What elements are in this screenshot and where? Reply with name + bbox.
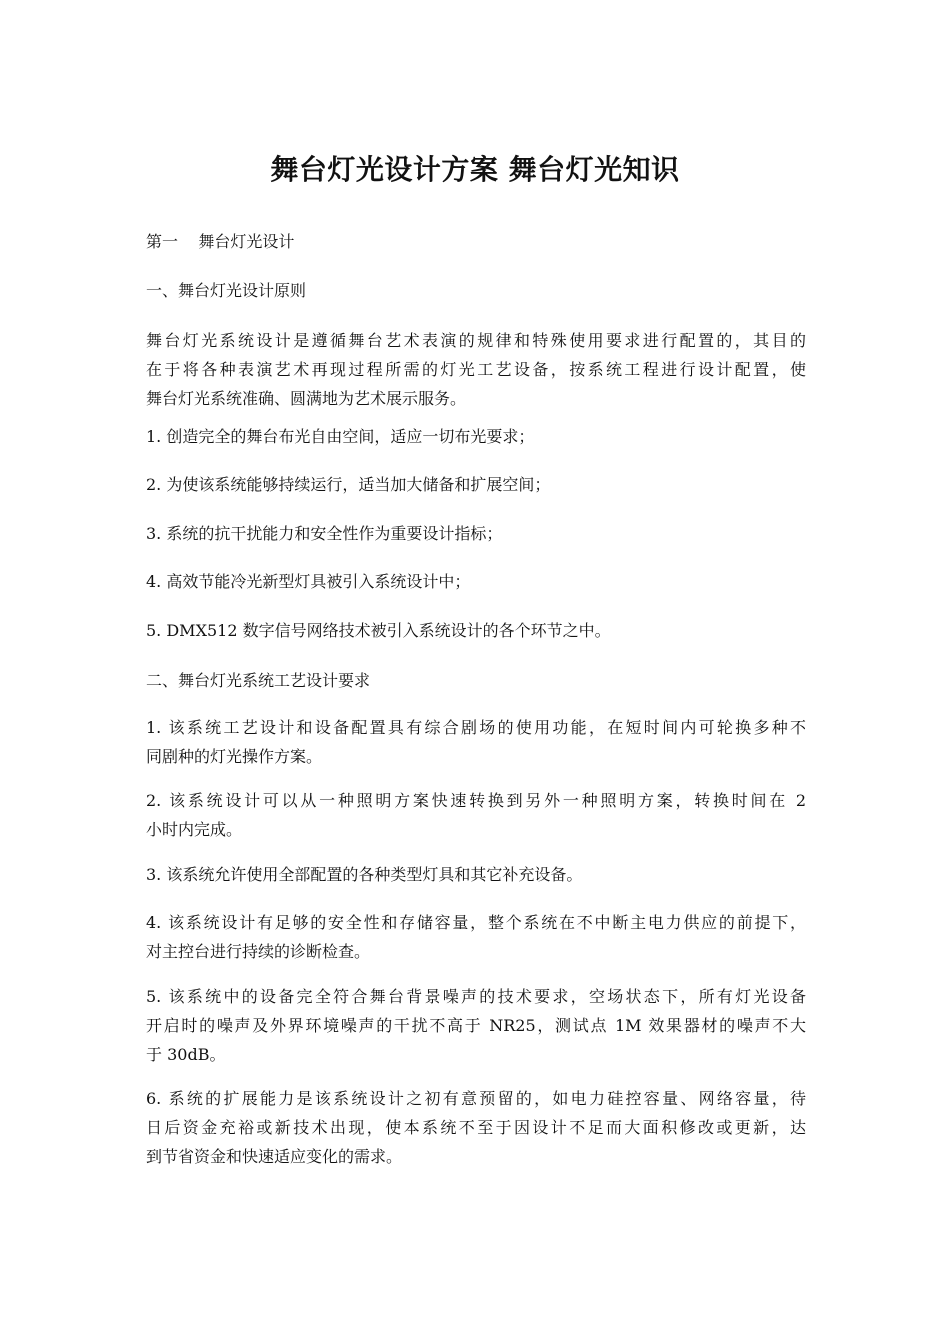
paragraph-line: 舞台灯光系统准确、圆满地为艺术展示服务。 — [146, 389, 467, 408]
requirement-paragraph — [146, 908, 806, 966]
paragraph-line: 同剧种的灯光操作方案。 — [146, 747, 323, 766]
document-title: 舞台灯光设计方案 舞台灯光知识 — [270, 153, 680, 186]
principle-item: 2. 为使该系统能够持续运行，适当加大储备和扩展空间； — [146, 475, 551, 494]
principle-item: 4. 高效节能冷光新型灯具被引入系统设计中； — [146, 572, 471, 591]
requirement-paragraph — [146, 713, 806, 771]
principle-item: 1. 创造完全的舞台布光自由空间，适应一切布光要求； — [146, 427, 535, 446]
requirement-paragraph — [146, 786, 806, 844]
principle-item: 3. 系统的抗干扰能力和安全性作为重要设计指标； — [146, 524, 503, 543]
requirement-paragraph — [146, 860, 806, 889]
paragraph-line: 1. 该系统工艺设计和设备配置具有综合剧场的使用功能，在短时间内可轮换多种不 — [146, 718, 806, 737]
paragraph-line: 舞台灯光系统设计是遵循舞台艺术表演的规律和特殊使用要求进行配置的，其目的 — [146, 331, 806, 350]
paragraph-line: 到节省资金和快速适应变化的需求。 — [146, 1147, 403, 1166]
section-heading-requirements: 二、舞台灯光系统工艺设计要求 — [146, 671, 371, 690]
paragraph-line: 3. 该系统允许使用全部配置的各种类型灯具和其它补充设备。 — [146, 865, 583, 884]
paragraph-line: 在于将各种表演艺术再现过程所需的灯光工艺设备，按系统工程进行设计配置，使 — [146, 360, 806, 379]
paragraph-line: 5. 该系统中的设备完全符合舞台背景噪声的技术要求，空场状态下，所有灯光设备 — [146, 987, 806, 1006]
paragraph-line: 对主控台进行持续的诊断检查。 — [146, 942, 371, 961]
paragraph-line: 小时内完成。 — [146, 820, 243, 839]
requirement-paragraph — [146, 1084, 806, 1171]
section-heading-principles: 一、舞台灯光设计原则 — [146, 281, 307, 300]
paragraph-line: 6. 系统的扩展能力是该系统设计之初有意预留的，如电力硅控容量、网络容量，待 — [146, 1089, 806, 1108]
requirement-paragraph — [146, 982, 806, 1069]
principle-item: 5. DMX512 数字信号网络技术被引入系统设计的各个环节之中。 — [146, 621, 611, 640]
intro-paragraph — [146, 326, 806, 413]
paragraph-line: 开启时的噪声及外界环境噪声的干扰不高于 NR25，测试点 1M 效果器材的噪声不大 — [146, 1016, 806, 1035]
chapter-heading: 第一 舞台灯光设计 — [146, 232, 295, 251]
paragraph-line: 日后资金充裕或新技术出现，使本系统不至于因设计不足而大面积修改或更新，达 — [146, 1118, 806, 1137]
paragraph-line: 2. 该系统设计可以从一种照明方案快速转换到另外一种照明方案，转换时间在 2 — [146, 791, 806, 810]
paragraph-line: 4. 该系统设计有足够的安全性和存储容量，整个系统在不中断主电力供应的前提下， — [146, 913, 806, 932]
paragraph-line: 于 30dB。 — [146, 1045, 226, 1064]
